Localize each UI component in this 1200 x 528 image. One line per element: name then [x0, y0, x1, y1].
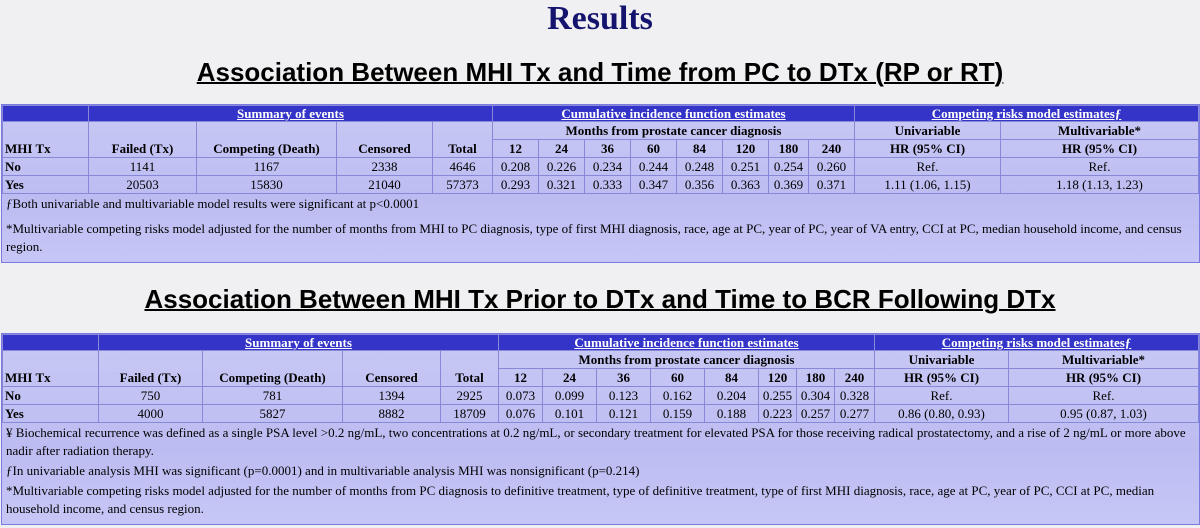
- table-cell: 0.369: [769, 176, 809, 194]
- section1-heading: [0, 57, 1200, 87]
- section2-group-header-row: [3, 335, 1199, 351]
- section1-crm-header: Competing risks model estimatesƒ: [855, 106, 1199, 122]
- section1-col-m120: 120: [723, 140, 769, 158]
- table-cell: 0.255: [759, 387, 797, 405]
- section1-col-hr-uni: HR (95% CI): [855, 140, 1001, 158]
- table-cell: 1141: [89, 158, 197, 176]
- section2-col-failed: Failed (Tx): [99, 351, 203, 387]
- table-cell: 0.234: [585, 158, 631, 176]
- table-cell: 15830: [197, 176, 337, 194]
- section1-col-m84: 84: [677, 140, 723, 158]
- table-cell: 0.101: [543, 405, 597, 423]
- table-cell: 0.95 (0.87, 1.03): [1009, 405, 1199, 423]
- section1-heading-text: Association Between MHI Tx and Time from PC to DTx (RP or RT): [196, 57, 1004, 87]
- table-cell: Ref.: [1001, 158, 1199, 176]
- table-cell: 20503: [89, 176, 197, 194]
- table-cell: 0.86 (0.80, 0.93): [875, 405, 1009, 423]
- section2-univariable-label: Univariable: [875, 351, 1009, 369]
- table-cell: 1.11 (1.06, 1.15): [855, 176, 1001, 194]
- table-cell: 0.073: [499, 387, 543, 405]
- table-cell: 2338: [337, 158, 433, 176]
- table-cell: 781: [203, 387, 343, 405]
- section1-months-label: Months from prostate cancer diagnosis: [493, 122, 855, 140]
- table-cell: 0.208: [493, 158, 539, 176]
- section1-col-total: Total: [433, 122, 493, 158]
- table-cell: 0.251: [723, 158, 769, 176]
- table-cell: 2925: [441, 387, 499, 405]
- table-cell: Ref.: [875, 387, 1009, 405]
- table-cell: 0.223: [759, 405, 797, 423]
- table-cell: 0.123: [597, 387, 651, 405]
- section2-col-m120: 120: [759, 369, 797, 387]
- section2-col-m36: 36: [597, 369, 651, 387]
- section1-multivariable-label: Multivariable*: [1001, 122, 1199, 140]
- section1-col-mhi: MHI Tx: [3, 122, 89, 158]
- section2-footnote-2: ƒIn univariable analysis MHI was significant (p=0.0001) and in multivariable analysis MHI was nonsignificant (p=0.214): [6, 463, 640, 478]
- table-cell: 0.363: [723, 176, 769, 194]
- section2-col-competing: Competing (Death): [203, 351, 343, 387]
- table-cell: 8882: [343, 405, 441, 423]
- table-cell: Ref.: [855, 158, 1001, 176]
- section1-footnote-2: *Multivariable competing risks model adjusted for the number of months from MHI to PC diagnosis, type of first MHI diagnosis, race, age at PC, year of PC, year of VA entry, CCI at PC, median household income, and census region.: [6, 221, 1182, 254]
- table-cell: 0.254: [769, 158, 809, 176]
- table-cell: Yes: [3, 176, 89, 194]
- section1-footnote-1: ƒBoth univariable and multivariable model results were significant at p<0.0001: [6, 196, 420, 211]
- table-cell: 4646: [433, 158, 493, 176]
- section2-col-m60: 60: [651, 369, 705, 387]
- section2-col-hr-multi: HR (95% CI): [1009, 369, 1199, 387]
- section2-crm-header: Competing risks model estimatesƒ: [875, 335, 1199, 351]
- table-cell: Ref.: [1009, 387, 1199, 405]
- table-cell: 18709: [441, 405, 499, 423]
- table-cell: 0.188: [705, 405, 759, 423]
- table-cell: 0.328: [835, 387, 875, 405]
- section2-months-label: Months from prostate cancer diagnosis: [499, 351, 875, 369]
- section1-col-m36: 36: [585, 140, 631, 158]
- section2-heading-text: Association Between MHI Tx Prior to DTx and Time to BCR Following DTx: [144, 284, 1056, 314]
- table-cell: 0.244: [631, 158, 677, 176]
- table-cell: No: [3, 387, 99, 405]
- table-cell: 1.18 (1.13, 1.23): [1001, 176, 1199, 194]
- table-cell: 0.162: [651, 387, 705, 405]
- section2-col-m240: 240: [835, 369, 875, 387]
- table-cell: 0.121: [597, 405, 651, 423]
- table-cell: 0.076: [499, 405, 543, 423]
- section1-col-censored: Censored: [337, 122, 433, 158]
- table-cell: 0.099: [543, 387, 597, 405]
- table-cell: 0.277: [835, 405, 875, 423]
- table-cell: 0.248: [677, 158, 723, 176]
- table-cell: 57373: [433, 176, 493, 194]
- table-cell: 1167: [197, 158, 337, 176]
- section1-univariable-label: Univariable: [855, 122, 1001, 140]
- section2-heading: [0, 284, 1200, 314]
- section2-col-mhi: MHI Tx: [3, 351, 99, 387]
- section1-group-header-row: [3, 106, 1199, 122]
- section2-subheader-row: [3, 351, 1199, 369]
- section1-col-hr-multi: HR (95% CI): [1001, 140, 1199, 158]
- section1-summary-header: Summary of events: [89, 106, 493, 122]
- page-title: Results: [547, 0, 653, 37]
- table-cell: 0.159: [651, 405, 705, 423]
- table-cell: 1394: [343, 387, 441, 405]
- section2-multivariable-label: Multivariable*: [1009, 351, 1199, 369]
- section2-cif-header: Cumulative incidence function estimates: [499, 335, 875, 351]
- table-cell: 0.257: [797, 405, 835, 423]
- section2-col-m12: 12: [499, 369, 543, 387]
- table-row: [3, 405, 1199, 423]
- table-cell: 0.321: [539, 176, 585, 194]
- table-cell: 0.304: [797, 387, 835, 405]
- table-row: [3, 158, 1199, 176]
- section1-col-m240: 240: [809, 140, 855, 158]
- section1-subheader-row: [3, 122, 1199, 140]
- section2-footnote-3: *Multivariable competing risks model adjusted for the number of months from PC diagnosis to definitive treatment, type of definitive treatment, type of first MHI diagnosis, race, age at PC, year of PC, CCI at PC, median household income, and census region.: [6, 483, 1155, 516]
- section1-col-competing: Competing (Death): [197, 122, 337, 158]
- table-cell: No: [3, 158, 89, 176]
- table-cell: 0.204: [705, 387, 759, 405]
- section2-col-total: Total: [441, 351, 499, 387]
- section1-col-m180: 180: [769, 140, 809, 158]
- table-cell: 750: [99, 387, 203, 405]
- section2-col-hr-uni: HR (95% CI): [875, 369, 1009, 387]
- table-cell: 0.333: [585, 176, 631, 194]
- section1-col-m12: 12: [493, 140, 539, 158]
- section2-col-m84: 84: [705, 369, 759, 387]
- table-cell: Yes: [3, 405, 99, 423]
- section2-col-m180: 180: [797, 369, 835, 387]
- section1-panel: [1, 104, 1200, 263]
- section2-panel: [1, 333, 1200, 525]
- table-cell: 0.356: [677, 176, 723, 194]
- section2-col-m24: 24: [543, 369, 597, 387]
- table-cell: 0.260: [809, 158, 855, 176]
- section1-col-m60: 60: [631, 140, 677, 158]
- table-cell: 0.347: [631, 176, 677, 194]
- table-row: [3, 176, 1199, 194]
- table-cell: 0.371: [809, 176, 855, 194]
- section1-table: [2, 105, 1199, 194]
- table-cell: 0.293: [493, 176, 539, 194]
- section2-col-censored: Censored: [343, 351, 441, 387]
- section2-footnote-1: ¥ Biochemical recurrence was defined as a single PSA level >0.2 ng/mL, two concentrations at 0.2 ng/mL, or secondary treatment for elevated PSA for those receiving radical prostatectomy, and a rise of 2 ng/mL or more above nadir after radiation therapy.: [6, 425, 1186, 458]
- table-row: [3, 387, 1199, 405]
- table-cell: 0.226: [539, 158, 585, 176]
- table-cell: 21040: [337, 176, 433, 194]
- section2-summary-header: Summary of events: [99, 335, 499, 351]
- section1-col-m24: 24: [539, 140, 585, 158]
- section1-col-failed: Failed (Tx): [89, 122, 197, 158]
- section1-cif-header: Cumulative incidence function estimates: [493, 106, 855, 122]
- table-cell: 4000: [99, 405, 203, 423]
- table-cell: 5827: [203, 405, 343, 423]
- section2-table: [2, 334, 1199, 423]
